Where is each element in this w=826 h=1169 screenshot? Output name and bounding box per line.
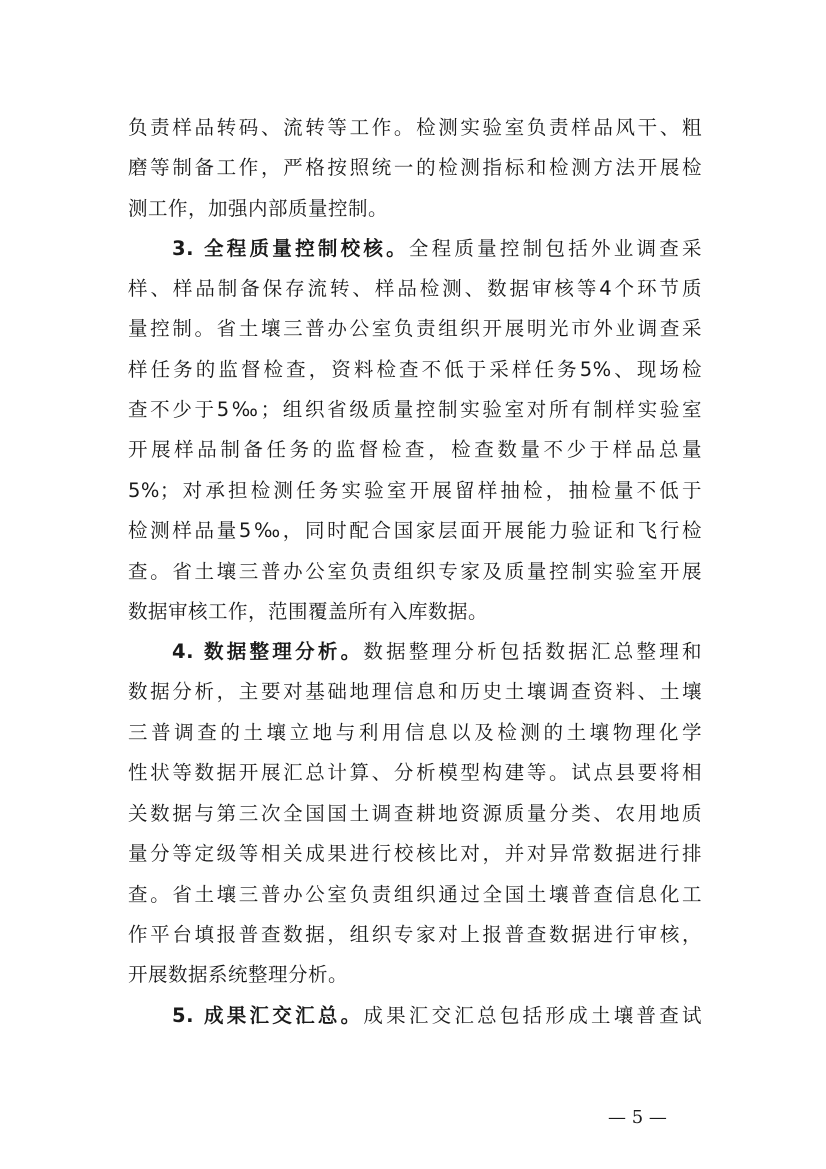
- text-span: 数据整理分析包括数据汇总整理和: [363, 640, 702, 663]
- text-line: 磨等制备工作，严格按照统一的检测指标和检测方法开展检: [128, 156, 702, 179]
- text-line: 5%；对承担检测任务实验室开展留样抽检，抽检量不低于: [128, 479, 702, 502]
- page-number: — 5 —: [608, 1107, 667, 1128]
- paragraph-first-line: [172, 234, 702, 264]
- text-line: 三普调查的土壤立地与利用信息以及检测的土壤物理化学: [128, 721, 702, 744]
- text-line: 量控制。省土壤三普办公室负责组织开展明光市外业调查采: [128, 317, 702, 340]
- text-line: 数据分析，主要对基础地理信息和历史土壤调查资料、土壤: [128, 680, 702, 703]
- text-line: 数据审核工作，范围覆盖所有入库数据。: [128, 600, 489, 623]
- section-heading: 3. 全程质量控制校核。: [172, 237, 409, 260]
- text-line: 检测样品量5‰，同时配合国家层面开展能力验证和飞行检: [128, 519, 702, 542]
- text-span: 成果汇交汇总包括形成土壤普查试: [363, 1004, 702, 1027]
- paragraph-first-line: [172, 1001, 702, 1031]
- section-heading: 4. 数据整理分析。: [172, 640, 364, 663]
- text-line: 关数据与第三次全国国土调查耕地资源质量分类、农用地质: [128, 802, 702, 825]
- text-line: 样任务的监督检查，资料检查不低于采样任务5%、现场检: [128, 358, 702, 381]
- text-line: 测工作，加强内部质量控制。: [128, 197, 389, 220]
- text-line: 作平台填报普查数据，组织专家对上报普查数据进行审核，: [128, 923, 702, 946]
- paragraph-first-line: [172, 637, 702, 667]
- text-line: 开展数据系统整理分析。: [128, 963, 349, 986]
- text-line: 量分等定级等相关成果进行校核比对，并对异常数据进行排: [128, 842, 702, 865]
- section-heading: 5. 成果汇交汇总。: [172, 1004, 364, 1027]
- text-line: 样、样品制备保存流转、样品检测、数据审核等4个环节质: [128, 277, 702, 300]
- text-line: 开展样品制备任务的监督检查，检查数量不少于样品总量: [128, 438, 702, 461]
- text-line: 查。省土壤三普办公室负责组织通过全国土壤普查信息化工: [128, 883, 702, 906]
- text-span: 全程质量控制包括外业调查采: [408, 237, 702, 260]
- text-line: 性状等数据开展汇总计算、分析模型构建等。试点县要将相: [128, 761, 702, 784]
- text-line: 查不少于5‰；组织省级质量控制实验室对所有制样实验室: [128, 398, 702, 421]
- text-line: 查。省土壤三普办公室负责组织专家及质量控制实验室开展: [128, 560, 702, 583]
- text-line: 负责样品转码、流转等工作。检测实验室负责样品风干、粗: [128, 116, 702, 139]
